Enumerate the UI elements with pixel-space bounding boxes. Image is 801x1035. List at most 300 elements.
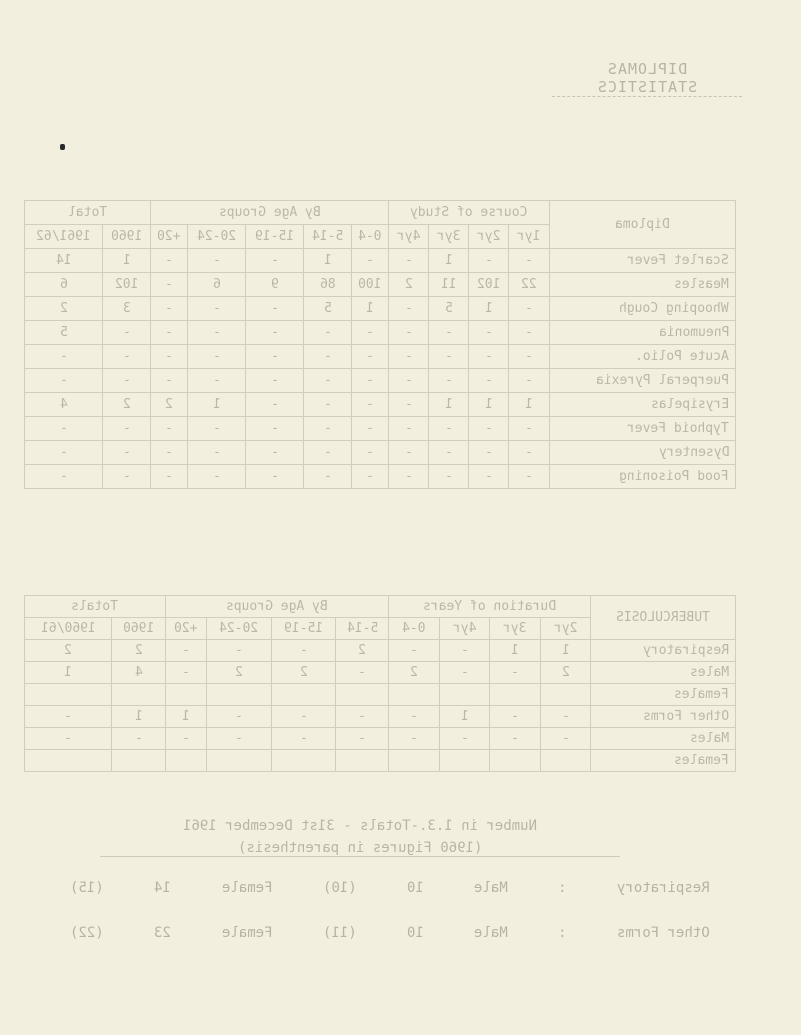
- table-cell-value: 14: [55, 253, 72, 268]
- table-cell: [509, 273, 549, 297]
- table-cell-value: -: [299, 643, 308, 658]
- ink-speck: [60, 144, 65, 150]
- table-cell: [103, 249, 151, 273]
- table-cell-value: 100: [358, 277, 382, 292]
- page-header: [552, 60, 742, 97]
- table-cell: [389, 393, 429, 417]
- table-cell-value: -: [134, 731, 143, 746]
- column-subhead-text: 4yr: [452, 621, 477, 636]
- table-cell: [429, 417, 469, 441]
- table-cell-value: -: [59, 469, 68, 484]
- table-cell: [540, 684, 590, 706]
- table-cell: [304, 297, 352, 321]
- table-cell: [439, 750, 489, 772]
- table-cell: [304, 249, 352, 273]
- footer-c: (10): [322, 880, 357, 896]
- table-cell-value: -: [323, 469, 332, 484]
- table-cell-value: 1: [212, 397, 221, 412]
- table-cell-value: -: [165, 253, 174, 268]
- column-subhead-text: 0-4: [358, 229, 382, 244]
- table-cell: [188, 465, 246, 489]
- table-cell-value: -: [484, 421, 493, 436]
- table-cell: [112, 684, 165, 706]
- table-cell-value: -: [561, 709, 570, 724]
- table-cell: [304, 345, 352, 369]
- table-cell-value: -: [525, 445, 533, 460]
- table-cell: [389, 750, 439, 772]
- column-subhead: [165, 618, 207, 640]
- table-cell-value: 2: [235, 665, 243, 680]
- table-cell-value: -: [270, 325, 279, 340]
- table-row: [25, 321, 736, 345]
- table-cell-value: -: [235, 731, 243, 746]
- column-subhead: [509, 225, 549, 249]
- table-cell: [271, 706, 336, 728]
- table-cell: [490, 728, 540, 750]
- table-cell-value: -: [270, 301, 279, 316]
- footer-d: Female: [221, 880, 273, 896]
- table-cell: [336, 662, 389, 684]
- table-cell: [469, 369, 509, 393]
- table-row: [25, 684, 736, 706]
- column-subhead-text: 0-4: [402, 621, 426, 636]
- table-cell-value: -: [59, 373, 68, 388]
- table-cell: [188, 441, 246, 465]
- table-cell: [151, 369, 188, 393]
- table-cell: [469, 273, 509, 297]
- row-label: [591, 684, 736, 706]
- footer-b: 10: [406, 925, 424, 941]
- table-cell-value: -: [59, 421, 68, 436]
- table-cell: [509, 297, 549, 321]
- table-cell-value: 2: [122, 397, 131, 412]
- table-cell: [389, 465, 429, 489]
- table-cell: [490, 750, 540, 772]
- table-cell-value: 4: [134, 665, 143, 680]
- column-subhead: [469, 225, 509, 249]
- table-cell: [25, 640, 112, 662]
- table-cell-value: -: [484, 469, 493, 484]
- table-cell-value: -: [165, 373, 174, 388]
- row-label: [591, 750, 736, 772]
- column-subhead: [540, 618, 590, 640]
- table-cell: [351, 417, 388, 441]
- table-cell-value: -: [64, 731, 73, 746]
- table-cell: [429, 441, 469, 465]
- row-label: [549, 297, 735, 321]
- table-cell-value: -: [365, 445, 374, 460]
- table-cell: [246, 441, 304, 465]
- table-cell: [246, 249, 304, 273]
- table-cell-value: 2: [134, 643, 143, 658]
- table-cell: [351, 441, 388, 465]
- row-label: [549, 441, 735, 465]
- table-cell-value: 1: [444, 397, 453, 412]
- t2-total-head: Totals: [25, 596, 166, 618]
- column-subhead: [439, 618, 489, 640]
- table-cell-value: -: [484, 445, 493, 460]
- table-cell-value: 3: [122, 301, 131, 316]
- table-cell: [165, 728, 207, 750]
- row-label-text: Other Forms: [642, 709, 729, 724]
- table-row: [25, 393, 736, 417]
- table-cell: [351, 369, 388, 393]
- table-cell: [509, 465, 549, 489]
- table-cell: [188, 345, 246, 369]
- table-cell-value: 4: [59, 397, 68, 412]
- column-subhead: [336, 618, 389, 640]
- table-cell-value: -: [404, 469, 413, 484]
- table-cell: [389, 273, 429, 297]
- row-label-text: Females: [674, 753, 729, 768]
- table-cell: [304, 465, 352, 489]
- footer-c: (11): [322, 925, 357, 941]
- table-row: [25, 640, 736, 662]
- table-cell: [103, 345, 151, 369]
- row-label-text: Erysipelas: [650, 397, 729, 412]
- table-cell: [188, 369, 246, 393]
- table-cell-value: -: [270, 373, 279, 388]
- column-subhead-text: 1960/61: [40, 621, 96, 636]
- table-cell-value: -: [165, 277, 174, 292]
- row-label: [591, 640, 736, 662]
- table-cell-value: -: [212, 253, 221, 268]
- table-cell-value: -: [212, 445, 221, 460]
- table-cell-value: 1: [484, 397, 493, 412]
- table-cell-value: -: [410, 643, 419, 658]
- table-cell: [351, 393, 388, 417]
- table-cell: [165, 662, 207, 684]
- table-cell: [336, 640, 389, 662]
- column-subhead-text: 1960: [111, 229, 143, 244]
- table-cell: [429, 321, 469, 345]
- table-cell: [151, 345, 188, 369]
- table-cell: [246, 369, 304, 393]
- column-subhead: [25, 225, 103, 249]
- row-label: [549, 393, 735, 417]
- table-cell: [246, 417, 304, 441]
- table-cell: [151, 249, 188, 273]
- table-cell-value: -: [270, 469, 279, 484]
- table-cell-value: 1: [511, 643, 519, 658]
- row-label: [549, 249, 735, 273]
- table-cell: [271, 684, 336, 706]
- table-cell-value: -: [181, 731, 190, 746]
- table-cell: [429, 393, 469, 417]
- column-subhead-text: 2yr: [477, 229, 501, 244]
- footer-row-other: [70, 925, 710, 941]
- table-cell: [25, 417, 103, 441]
- table-cell: [207, 662, 272, 684]
- table-row: [25, 441, 736, 465]
- table-cell: [429, 345, 469, 369]
- column-subhead-text: +20: [174, 621, 198, 636]
- table-cell: [304, 321, 352, 345]
- table-cell-value: -: [365, 253, 374, 268]
- table-cell-value: 1: [122, 253, 131, 268]
- table-cell: [490, 684, 540, 706]
- footer-sep: :: [558, 880, 567, 896]
- table-cell-value: 2: [561, 665, 570, 680]
- table-cell-value: -: [299, 709, 308, 724]
- table-cell: [351, 297, 388, 321]
- table-cell: [246, 465, 304, 489]
- table-cell-value: -: [525, 325, 533, 340]
- table-cell: [165, 706, 207, 728]
- table-cell: [188, 297, 246, 321]
- table-cell: [271, 728, 336, 750]
- table-cell: [336, 706, 389, 728]
- table-cell-value: 1: [134, 709, 143, 724]
- column-subhead-text: 3yr: [436, 229, 461, 244]
- table-cell: [25, 706, 112, 728]
- column-subhead-text: 5-14: [311, 229, 344, 244]
- table-cell: [389, 321, 429, 345]
- table-cell-value: -: [525, 373, 533, 388]
- table-cell-value: -: [122, 349, 131, 364]
- table-cell: [25, 393, 103, 417]
- table-cell: [429, 249, 469, 273]
- row-label-text: Respiratory: [642, 643, 729, 658]
- t2-age-head: By Age Groups: [165, 596, 389, 618]
- table-cell-value: -: [484, 325, 493, 340]
- table-row: [25, 728, 736, 750]
- table-cell: [151, 465, 188, 489]
- row-label-text: Scarlet Fever: [627, 253, 729, 268]
- tuberculosis-table: [24, 595, 736, 772]
- row-label: [549, 321, 735, 345]
- table-cell: [490, 706, 540, 728]
- table-cell-value: -: [511, 709, 519, 724]
- table-cell-value: 1: [561, 643, 570, 658]
- table-cell-value: 9: [270, 277, 279, 292]
- table-cell: [540, 750, 590, 772]
- table-cell: [25, 345, 103, 369]
- table-cell: [25, 662, 112, 684]
- table-cell-value: -: [511, 731, 519, 746]
- diseases-table: [24, 200, 736, 489]
- table-cell: [103, 297, 151, 321]
- table-cell: [103, 393, 151, 417]
- column-subhead: [103, 225, 151, 249]
- table-cell: [246, 321, 304, 345]
- table-cell-value: -: [444, 469, 453, 484]
- table-cell-value: -: [165, 421, 174, 436]
- table-cell: [165, 750, 207, 772]
- table-cell: [469, 249, 509, 273]
- caption-line-2: (1960 Figures in parenthesis): [100, 840, 620, 857]
- table-cell-value: 1: [460, 709, 469, 724]
- row-label: [549, 273, 735, 297]
- table-cell: [509, 369, 549, 393]
- table-cell: [389, 684, 439, 706]
- table-cell-value: 1: [64, 665, 73, 680]
- t1-corner-head: Diploma: [549, 201, 735, 249]
- table-cell-value: 2: [410, 665, 419, 680]
- table-cell: [112, 706, 165, 728]
- table-cell: [151, 441, 188, 465]
- table-row: [25, 369, 736, 393]
- table-cell-value: -: [561, 731, 570, 746]
- table-cell: [509, 393, 549, 417]
- table-cell-value: -: [59, 445, 68, 460]
- table-cell-value: 6: [212, 277, 221, 292]
- table-cell: [439, 728, 489, 750]
- row-label-text: Males: [689, 731, 729, 746]
- table-cell-value: -: [235, 643, 243, 658]
- table-cell: [103, 417, 151, 441]
- table-cell: [271, 750, 336, 772]
- table-cell: [509, 321, 549, 345]
- table-cell-value: -: [235, 709, 243, 724]
- table-cell-value: 102: [477, 277, 501, 292]
- table-row: [25, 417, 736, 441]
- table-row: [25, 249, 736, 273]
- footer-label: Other Forms: [617, 925, 710, 941]
- table-cell: [112, 728, 165, 750]
- table-cell: [246, 273, 304, 297]
- t2-course-head: Duration of Years: [389, 596, 591, 618]
- table-cell-value: -: [323, 421, 332, 436]
- table-cell: [429, 465, 469, 489]
- table-cell: [351, 321, 388, 345]
- table-cell-value: 2: [404, 277, 413, 292]
- table-cell: [336, 684, 389, 706]
- table-cell-value: 1: [365, 301, 374, 316]
- table-cell: [469, 441, 509, 465]
- table-row: [25, 465, 736, 489]
- column-subhead-text: 1961/62: [36, 229, 92, 244]
- table-cell: [439, 706, 489, 728]
- table-cell-value: -: [404, 397, 413, 412]
- table-cell-value: -: [460, 665, 469, 680]
- table-cell: [469, 297, 509, 321]
- row-label: [549, 417, 735, 441]
- table-cell: [389, 369, 429, 393]
- row-label-text: Females: [674, 687, 729, 702]
- table-cell-value: 2: [64, 643, 73, 658]
- footer-b: 10: [406, 880, 424, 896]
- row-label: [591, 662, 736, 684]
- table-cell-value: -: [410, 709, 419, 724]
- table-cell: [351, 249, 388, 273]
- row-label-text: Males: [689, 665, 729, 680]
- table-cell: [540, 662, 590, 684]
- table-cell: [540, 706, 590, 728]
- table-cell-value: -: [122, 469, 131, 484]
- footer-a: Male: [474, 925, 508, 941]
- table-cell-value: -: [444, 349, 453, 364]
- table-cell: [439, 662, 489, 684]
- table-cell: [188, 249, 246, 273]
- table-cell-value: -: [270, 421, 279, 436]
- table-cell-value: 1: [444, 253, 453, 268]
- table-cell-value: -: [323, 349, 332, 364]
- table-cell: [509, 441, 549, 465]
- table-cell: [25, 750, 112, 772]
- table-cell: [540, 728, 590, 750]
- table-cell: [165, 684, 207, 706]
- table-cell-value: -: [484, 373, 493, 388]
- table-cell-value: -: [410, 731, 419, 746]
- table-cell: [351, 465, 388, 489]
- table-cell: [490, 662, 540, 684]
- column-subhead: [271, 618, 336, 640]
- t1-total-head: Total: [25, 201, 151, 225]
- table-cell-value: -: [323, 445, 332, 460]
- table-cell-value: -: [323, 325, 332, 340]
- table-cell: [25, 369, 103, 393]
- table-cell-value: -: [212, 373, 221, 388]
- table-cell-value: 1: [323, 253, 332, 268]
- table-cell-value: -: [122, 421, 131, 436]
- column-subhead-text: 1960: [122, 621, 155, 636]
- column-subhead-text: 15-19: [255, 229, 295, 244]
- table-cell-value: -: [525, 469, 533, 484]
- table-cell-value: 1: [181, 709, 190, 724]
- table-cell-value: -: [404, 421, 413, 436]
- table-cell: [207, 706, 272, 728]
- table-cell-value: -: [165, 325, 174, 340]
- table-cell-value: -: [444, 325, 453, 340]
- table-cell: [188, 321, 246, 345]
- table-cell-value: -: [212, 421, 221, 436]
- table-cell-value: -: [365, 421, 374, 436]
- footer-e: 14: [154, 880, 172, 896]
- row-label: [549, 369, 735, 393]
- footer-e: 23: [154, 925, 172, 941]
- column-subhead: [151, 225, 188, 249]
- row-label: [549, 465, 735, 489]
- table-cell: [151, 393, 188, 417]
- footer-f: (22): [70, 925, 104, 941]
- table-cell-value: 5: [444, 301, 453, 316]
- table-cell: [112, 662, 165, 684]
- column-subhead: [25, 618, 112, 640]
- table-cell-value: 22: [521, 277, 537, 292]
- footer-label: Respiratory: [617, 880, 710, 896]
- table-cell-value: 102: [114, 277, 139, 292]
- column-subhead: [389, 618, 439, 640]
- table-row: [25, 345, 736, 369]
- table-cell-value: -: [404, 349, 413, 364]
- table-cell: [389, 640, 439, 662]
- footer-f: (15): [70, 880, 104, 896]
- column-subhead-text: 2yr: [553, 621, 578, 636]
- table-cell: [103, 441, 151, 465]
- table-cell: [469, 393, 509, 417]
- table-cell: [304, 417, 352, 441]
- table-cell: [351, 345, 388, 369]
- table-cell: [188, 393, 246, 417]
- table-cell-value: 11: [440, 277, 457, 292]
- footer-row-respiratory: [70, 880, 710, 896]
- table-cell-value: -: [365, 349, 374, 364]
- column-subhead: [304, 225, 352, 249]
- table-row: [25, 750, 736, 772]
- table-cell: [103, 369, 151, 393]
- table-cell: [351, 273, 388, 297]
- table-cell: [304, 393, 352, 417]
- table-cell-value: -: [444, 421, 453, 436]
- table-cell-value: -: [484, 349, 493, 364]
- t2-corner-head: TUBERCULOSIS: [591, 596, 736, 640]
- row-label-text: Acute Polio.: [635, 349, 729, 364]
- table-cell: [25, 249, 103, 273]
- row-label: [591, 728, 736, 750]
- t1-course-head: Course of Study: [389, 201, 549, 225]
- table-cell: [103, 465, 151, 489]
